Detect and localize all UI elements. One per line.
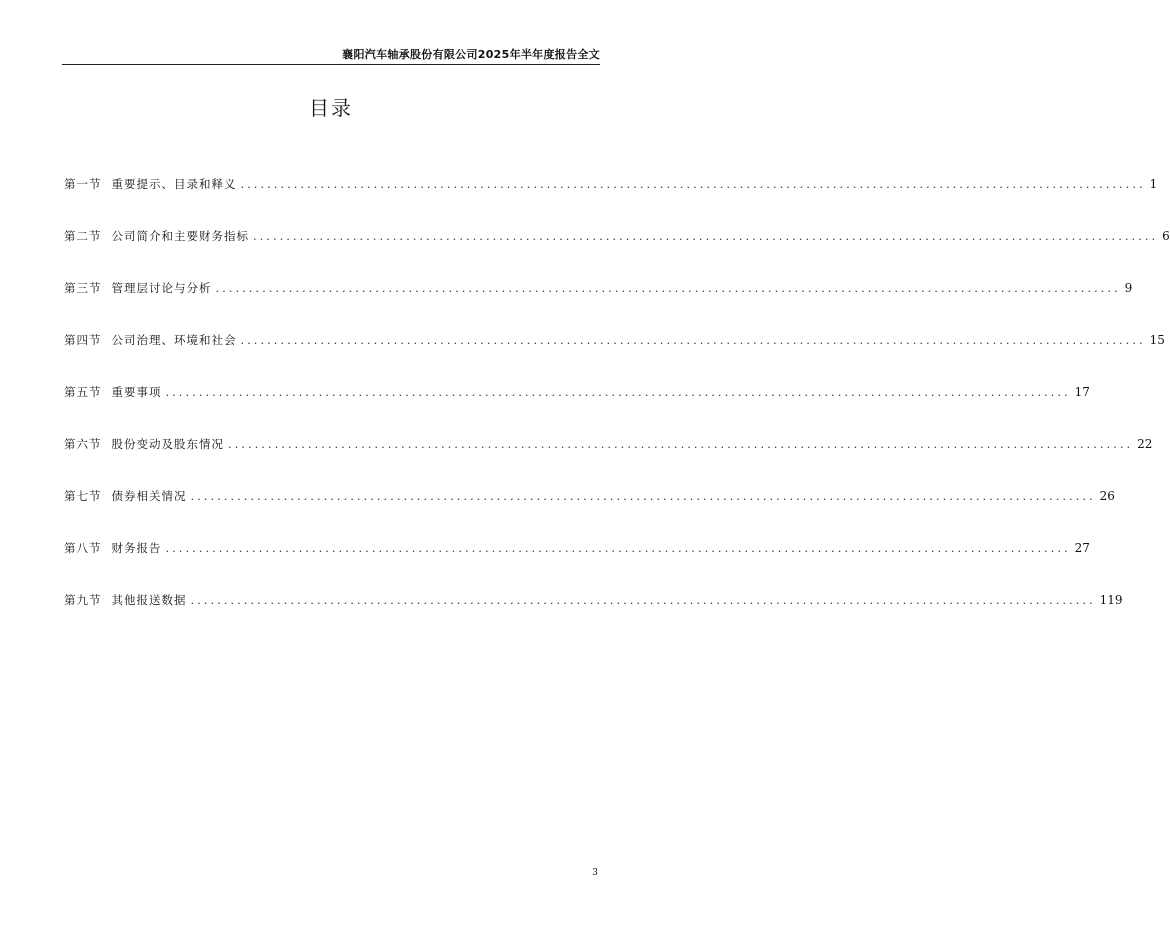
toc-section-number: 第九节 [64, 593, 102, 607]
toc-section-number: 第二节 [64, 229, 102, 243]
toc-section-title: 重要事项 [111, 385, 162, 399]
toc-section-title: 债券相关情况 [111, 489, 187, 503]
running-header: 襄阳汽车轴承股份有限公司2025年半年度报告全文 [62, 46, 600, 65]
page-number: 3 [592, 868, 598, 878]
toc-page-number: 17 [1074, 385, 1090, 399]
toc-section-number: 第一节 [64, 177, 102, 191]
toc-section-number: 第四节 [64, 333, 102, 347]
toc-section-title: 财务报告 [111, 541, 162, 555]
toc-entry[interactable] [64, 228, 1170, 248]
dot-leader: ........................................................................................................................................ [165, 385, 1071, 399]
dot-leader: ........................................................................................................................................ [240, 333, 1146, 347]
toc-section-title: 公司治理、环境和社会 [111, 333, 237, 347]
dot-leader: ........................................................................................................................................ [165, 541, 1071, 555]
toc-section-number: 第三节 [64, 281, 102, 295]
dot-leader: ........................................................................................................................................ [215, 281, 1121, 295]
toc-entry[interactable] [64, 280, 1133, 300]
toc-entry[interactable] [64, 436, 1153, 456]
toc-section-title: 其他报送数据 [111, 593, 187, 607]
dot-leader: ........................................................................................................................................ [190, 489, 1096, 503]
toc-section-title: 股份变动及股东情况 [111, 437, 224, 451]
toc-section-number: 第七节 [64, 489, 102, 503]
toc-page-number: 22 [1137, 437, 1153, 451]
dot-leader: ........................................................................................................................................ [240, 177, 1146, 191]
dot-leader: ........................................................................................................................................ [228, 437, 1134, 451]
toc-page-number: 27 [1074, 541, 1090, 555]
toc-entry[interactable] [64, 176, 1158, 196]
toc-entry[interactable] [64, 488, 1115, 508]
toc-entry[interactable] [64, 540, 1090, 560]
toc-page-number: 26 [1099, 489, 1115, 503]
toc-section-title: 重要提示、目录和释义 [111, 177, 237, 191]
toc-section-title: 管理层讨论与分析 [111, 281, 212, 295]
toc-page-number: 15 [1149, 333, 1165, 347]
page-title: 目录 [309, 96, 353, 120]
toc-section-number: 第五节 [64, 385, 102, 399]
toc-page-number: 1 [1149, 177, 1158, 191]
toc-entry[interactable] [64, 332, 1165, 352]
toc-entry[interactable] [64, 384, 1090, 404]
toc-page-number: 6 [1162, 229, 1170, 243]
toc-entry[interactable] [64, 592, 1123, 612]
toc-page-number: 119 [1099, 593, 1123, 607]
toc-section-title: 公司简介和主要财务指标 [111, 229, 249, 243]
toc-page-number: 9 [1124, 281, 1133, 295]
toc-section-number: 第六节 [64, 437, 102, 451]
dot-leader: ........................................................................................................................................ [253, 229, 1159, 243]
dot-leader: ........................................................................................................................................ [190, 593, 1096, 607]
toc-section-number: 第八节 [64, 541, 102, 555]
